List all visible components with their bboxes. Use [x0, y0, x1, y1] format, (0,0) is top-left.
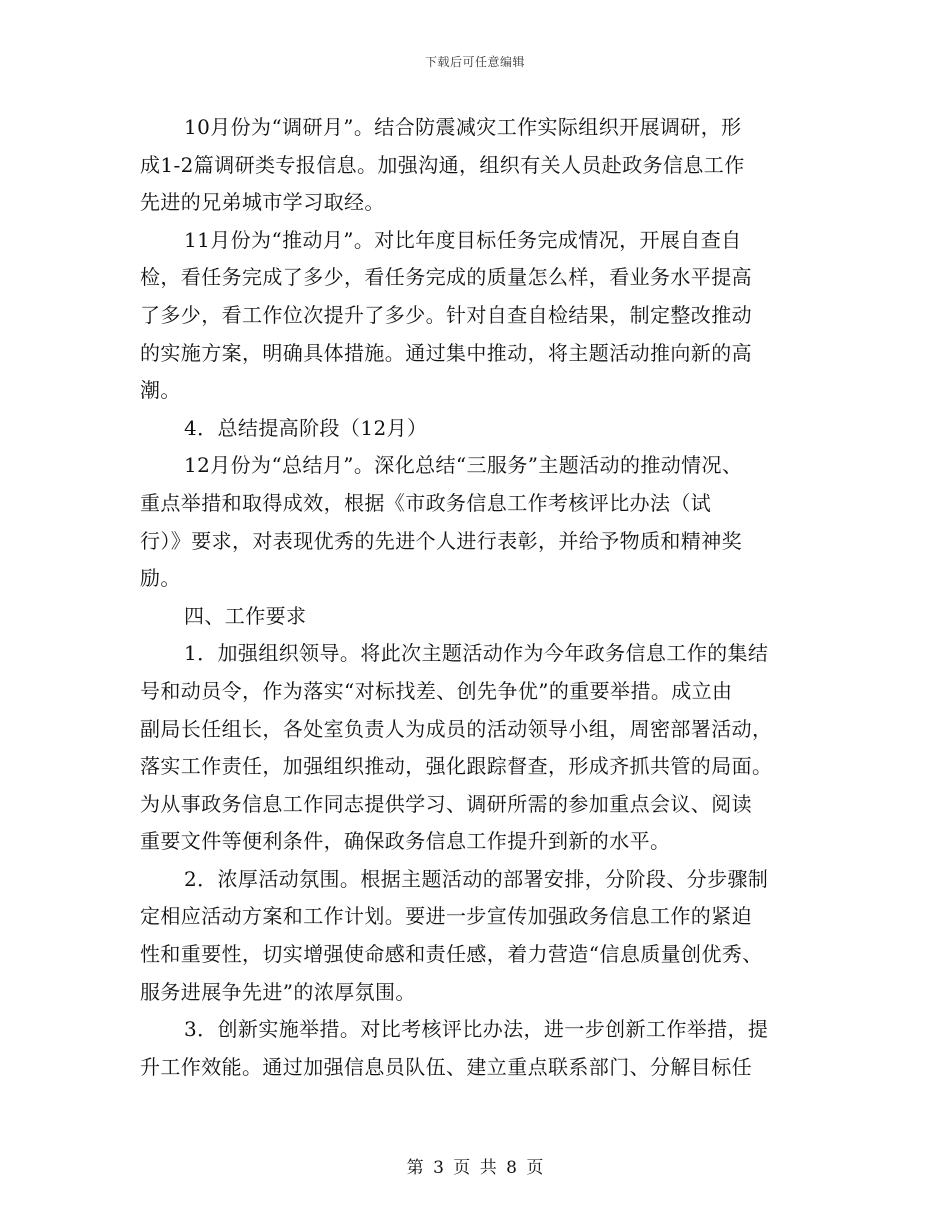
text-line: 四、工作要求 [184, 603, 307, 628]
text-line: 为从事政务信息工作同志提供学习、调研所需的参加重点会议、阅读 [140, 791, 752, 816]
text-line: 行）》要求，对表现优秀的先进个人进行表彰，并给予物质和精神奖 [140, 528, 742, 553]
text-line: 升工作效能。通过加强信息员队伍、建立重点联系部门、分解目标任 [140, 1054, 752, 1079]
text-line: 潮。 [140, 378, 181, 403]
text-line: 副局长任组长，各处室负责人为成员的活动领导小组，周密部署活动， [140, 716, 773, 741]
text-line: 3．创新实施举措。对比考核评比办法，进一步创新工作举措，提 [184, 1017, 769, 1042]
text-line: 成1-2篇调研类专报信息。加强沟通，组织有关人员赴政务信息工作 [140, 152, 745, 177]
text-line: 了多少，看工作位次提升了多少。针对自查自检结果，制定整改推动 [140, 302, 752, 327]
text-line: 性和重要性，切实增强使命感和责任感，着力营造“信息质量创优秀、 [140, 942, 763, 967]
text-line: 励。 [140, 566, 181, 591]
text-line: 先进的兄弟城市学习取经。 [140, 190, 385, 215]
text-line: 的实施方案，明确具体措施。通过集中推动，将主题活动推向新的高 [140, 340, 752, 365]
text-line: 检，看任务完成了多少，看任务完成的质量怎么样，看业务水平提高 [140, 265, 752, 290]
text-line: 定相应活动方案和工作计划。要进一步宣传加强政务信息工作的紧迫 [140, 904, 752, 929]
text-line: 重点举措和取得成效，根据《市政务信息工作考核评比办法（试 [140, 490, 712, 515]
text-line: 落实工作责任，加强组织推动，强化跟踪督查，形成齐抓共管的局面。 [140, 754, 773, 779]
page-header: 下载后可任意编辑 [424, 55, 525, 69]
text-line: 10月份为“调研月”。结合防震减灾工作实际组织开展调研，形 [184, 115, 742, 139]
text-line: 号和动员令，作为落实“对标找差、创先争优”的重要举措。成立由 [140, 678, 733, 703]
text-line: 4．总结提高阶段（12月） [184, 415, 428, 440]
text-line: 重要文件等便利条件，确保政务信息工作提升到新的水平。 [140, 829, 671, 854]
text-line: 12月份为“总结月”。深化总结“三服务”主题活动的推动情况、 [184, 453, 743, 478]
text-line: 2．浓厚活动氛围。根据主题活动的部署安排，分阶段、分步骤制 [184, 866, 769, 891]
document-body [140, 109, 812, 1086]
text-line: 1．加强组织领导。将此次主题活动作为今年政务信息工作的集结 [184, 641, 769, 666]
text-line: 服务进展争先进”的浓厚氛围。 [140, 979, 416, 1004]
text-line: 11月份为“推动月”。对比年度目标任务完成情况，开展自查自 [184, 227, 742, 252]
page-number-footer: 第 3 页 共 8 页 [406, 1158, 544, 1178]
